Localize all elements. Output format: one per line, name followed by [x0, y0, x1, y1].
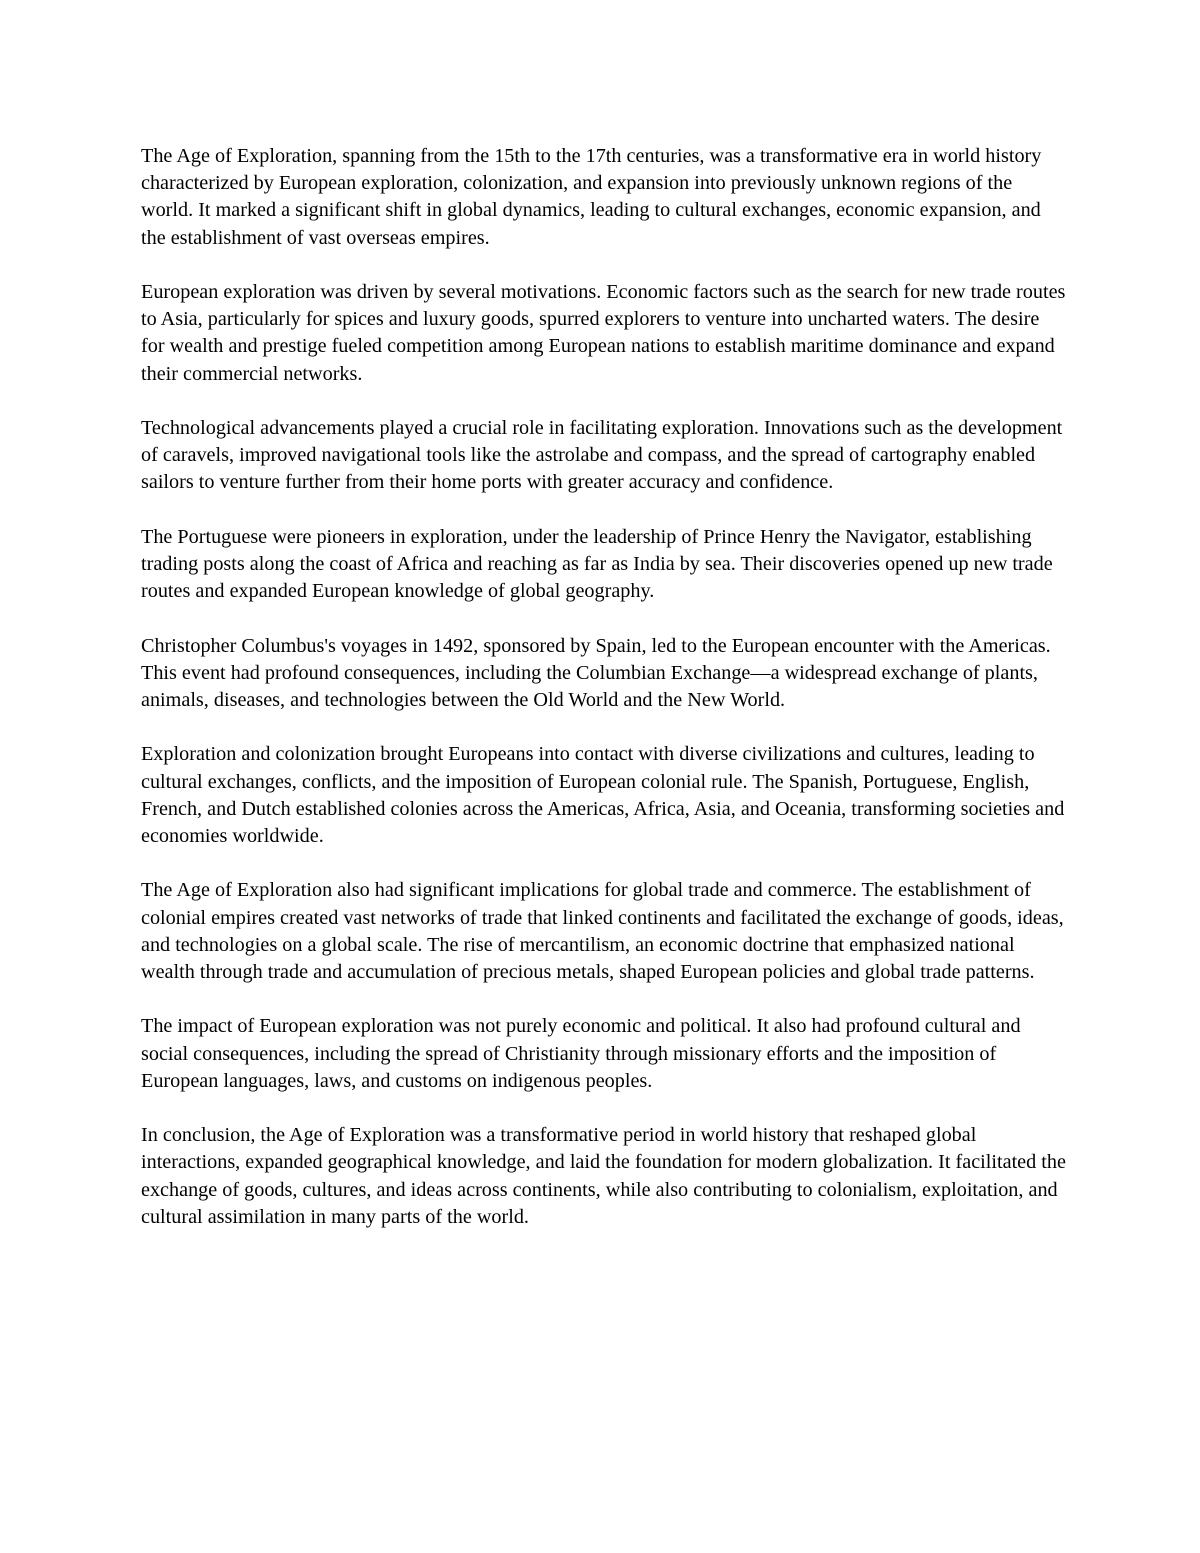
- paragraph-intro: The Age of Exploration, spanning from the 15th to the 17th centuries, was a transformative era in world history characterized by European exploration, colonization, and expansion into previously unknown regions of the world. It marked a significant shift in global dynamics, leading to cultural exchanges, economic expansion, and the establishment of vast overseas empires.: [141, 145, 1042, 249]
- paragraph-conclusion: In conclusion, the Age of Exploration was a transformative period in world history that reshaped global interactions, expanded geographical knowledge, and laid the foundation for modern globalization. It facilitated the exchange of goods, cultures, and ideas across continents, while also contributing to colonialism, exploitation, and cultural assimilation in many parts of the world.: [141, 1124, 1066, 1228]
- document-body: [141, 143, 1066, 1231]
- paragraph-columbus: Christopher Columbus's voyages in 1492, sponsored by Spain, led to the European encounter with the Americas. This event had profound consequences, including the Columbian Exchange—a widespread exchange of plants, animals, diseases, and technologies between the Old World and the New World.: [141, 634, 1051, 711]
- paragraph-trade: The Age of Exploration also had significant implications for global trade and commerce. The establishment of colonial empires created vast networks of trade that linked continents and facilitated the exchange of goods, ideas, and technologies on a global scale. The rise of mercantilism, an economic doctrine that emphasized national wealth through trade and accumulation of precious metals, shaped European policies and global trade patterns.: [141, 879, 1064, 983]
- paragraph-cultural-impact: The impact of European exploration was not purely economic and political. It also had profound cultural and social consequences, including the spread of Christianity through missionary efforts and the imposition of European languages, laws, and customs on indigenous peoples.: [141, 1015, 1021, 1092]
- paragraph-portuguese: The Portuguese were pioneers in exploration, under the leadership of Prince Henry the Navigator, establishing trading posts along the coast of Africa and reaching as far as India by sea. Their discoveries opened up new trade routes and expanded European knowledge of global geography.: [141, 525, 1053, 603]
- paragraph-motivations: European exploration was driven by several motivations. Economic factors such as the search for new trade routes to Asia, particularly for spices and luxury goods, spurred explorers to venture into uncharted waters. The desire for wealth and prestige fueled competition among European nations to establish maritime dominance and expand their commercial networks.: [141, 281, 1066, 385]
- paragraph-colonization: Exploration and colonization brought Europeans into contact with diverse civilizations and cultures, leading to cultural exchanges, conflicts, and the imposition of European colonial rule. The Spanish, Portuguese, English, French, and Dutch established colonies across the Americas, Africa, Asia, and Oceania, transforming societies and economies worldwide.: [141, 743, 1065, 847]
- paragraph-technology: Technological advancements played a crucial role in facilitating exploration. Innovations such as the development of caravels, improved navigational tools like the astrolabe and compass, and the spread of cartography enabled sailors to venture further from their home ports with greater accuracy and confidence.: [141, 417, 1063, 494]
